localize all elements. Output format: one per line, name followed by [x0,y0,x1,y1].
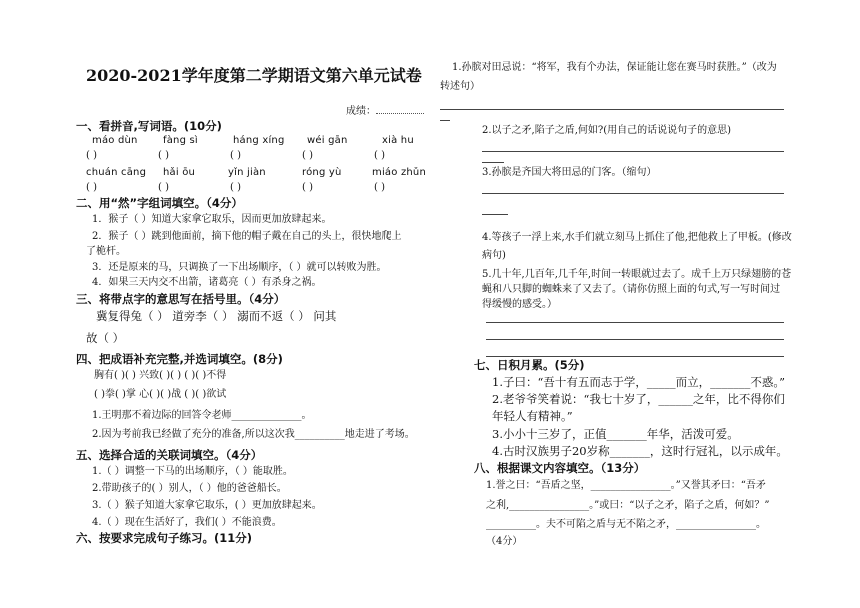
pinyin-7: hǎi ōu [163,167,196,178]
answer-line[interactable] [482,162,504,163]
s5-item-4: 4.（ ）现在生活好了，我们( ）不能浪费。 [92,517,282,528]
s8-line-2: 之利,________________。”或曰：“以子之矛，陷子之盾，何如？” [486,500,770,511]
answer-line[interactable] [486,322,784,323]
s2-item-3: 3．还是原来的马，只调换了一下出场顺序，（ ）就可以转败为胜。 [92,262,387,273]
s6-question-1: 1.孙膑对田忌说：“将军，我有个办法，保证能让您在赛马时获胜。”（改为 [452,62,777,73]
answer-box[interactable]: ( ) [230,182,241,193]
section-6-heading: 六、按要求完成句子练习。(11分) [76,531,253,545]
s6-question-5: 5.几十年,几百年,几千年,时间一转眼就过去了。成千上万只绿翅膀的苍 [482,269,792,280]
s6-question-2: 2.以子之矛,陷子之盾,何如?(用自己的话说说句子的意思) [482,125,732,136]
answer-line[interactable] [440,120,450,121]
s7-item-2: 2.老爷爷笑着说：“我七十岁了，______之年，比不得你们 [492,392,785,406]
answer-box[interactable]: ( ) [86,150,97,161]
pinyin-9: róng yù [302,167,342,178]
s6-question-5-cont2: 得缓慢的感受。） [482,299,557,310]
answer-box[interactable]: ( ) [86,182,97,193]
answer-box[interactable]: ( ) [374,182,385,193]
s8-line-3: __________。夫不可陷之盾与无不陷之矛，________________。 [486,519,766,530]
s5-item-3: 3.（ ）猴子知道大家拿它取乐，( ）更加放肆起来。 [92,500,322,511]
pinyin-8: yǐn jiàn [228,167,266,178]
s3-line-1: 冀复得兔（ ） 道旁李（ ） 溺而不返（ ） 问其 [96,309,337,323]
s7-item-2-cont: 年轻人有精神。” [492,409,573,423]
s3-line-2: 故（ ） [86,331,125,345]
answer-box[interactable]: ( ) [302,182,313,193]
s5-item-1: 1.（ ）调整一下马的出场顺序，（ ）能取胜。 [92,466,293,477]
pinyin-1: máo dùn [92,135,138,146]
s6-question-1-cont: 转述句） [440,81,480,92]
section-3-heading: 三、将带点字的意思写在括号里。（4分） [76,292,286,306]
s6-question-3: 3.孙膑是齐国大将田忌的门客。（缩句） [482,167,657,178]
pinyin-10: miáo zhǔn [372,167,427,178]
s8-line-1: 1.誉之曰：“吾盾之坚，________________。”又誉其矛曰：“吾矛 [486,480,766,491]
pinyin-6: chuán cāng [86,167,147,178]
section-8-heading: 八、根据课文内容填空。（13分） [474,461,646,475]
score-label: 成绩： [346,104,424,118]
s8-line-4: （4分） [486,536,523,547]
s7-item-4: 4.古时汉族男子20岁称_______，这时行冠礼，以示成年。 [492,444,788,458]
answer-box[interactable]: ( ) [302,150,313,161]
s6-question-5-cont: 蝇和八只脚的蜘蛛来了又去了。（请你仿照上面的句式,写一写时间过 [482,284,781,295]
s2-item-1: 1．猴子（ ）知道大家拿它取乐，因而更加放肆起来。 [92,214,332,225]
pinyin-2: fàng sì [163,135,198,146]
pinyin-4: wéi gān [307,135,348,146]
answer-box[interactable]: ( ) [158,150,169,161]
s4-row-2: ( )拳( )掌 心( )( )战 ( )( )欲试 [94,389,227,400]
answer-box[interactable]: ( ) [230,150,241,161]
s4-question-1: 1.王明那不着边际的回答令老师______________。 [92,410,312,421]
section-1-heading: 一、看拼音,写词语。(10分) [76,119,222,133]
pinyin-3: háng xíng [233,135,285,146]
s4-row-1: 胸有( )( ) 兴致( )( ) ( )( )不得 [94,370,227,381]
section-5-heading: 五、选择合适的关联词填空。（4分） [76,448,263,462]
s6-question-4: 4.等孩子一浮上来,水手们就立刻马上抓住了他,把他救上了甲板。(修改 [482,232,792,243]
section-2-heading: 二、用“然”字组词填空。（4分） [76,196,243,210]
s2-item-2: 2．猴子（ ）跳到他面前，摘下他的帽子戴在自己的头上，很快地爬上 [92,231,402,242]
answer-line[interactable] [482,214,508,215]
page-title: 2020-2021学年度第二学期语文第六单元试卷 [86,66,422,85]
answer-line[interactable] [482,193,784,194]
answer-line[interactable] [486,339,784,340]
section-7-heading: 七、日积月累。(5分) [474,358,585,372]
s6-question-4-cont: 病句) [482,250,506,261]
pinyin-5: xià hu [382,135,414,146]
answer-box[interactable]: ( ) [158,182,169,193]
answer-line[interactable] [486,356,784,357]
answer-line[interactable] [440,109,784,110]
s2-item-4: 4．如果三天内交不出箭，诸葛亮（ ）有杀身之祸。 [92,277,322,288]
answer-line[interactable] [482,151,784,152]
s4-question-2: 2.因为考前我已经做了充分的准备,所以这次我__________地走进了考场。 [92,429,415,440]
s7-item-1: 1.子曰：“吾十有五而志于学，_____而立，_______不惑。” [492,375,785,389]
answer-box[interactable]: ( ) [374,150,385,161]
s7-item-3: 3.小小十三岁了，正值_______年华，活泼可爱。 [492,427,739,441]
section-4-heading: 四、把成语补充完整,并选词填空。(8分) [76,352,283,366]
s5-item-2: 2.带助孩子的( ）别人，（ ）他的爸爸船长。 [92,483,287,494]
s2-item-2-cont: 了桅杆。 [86,246,126,257]
